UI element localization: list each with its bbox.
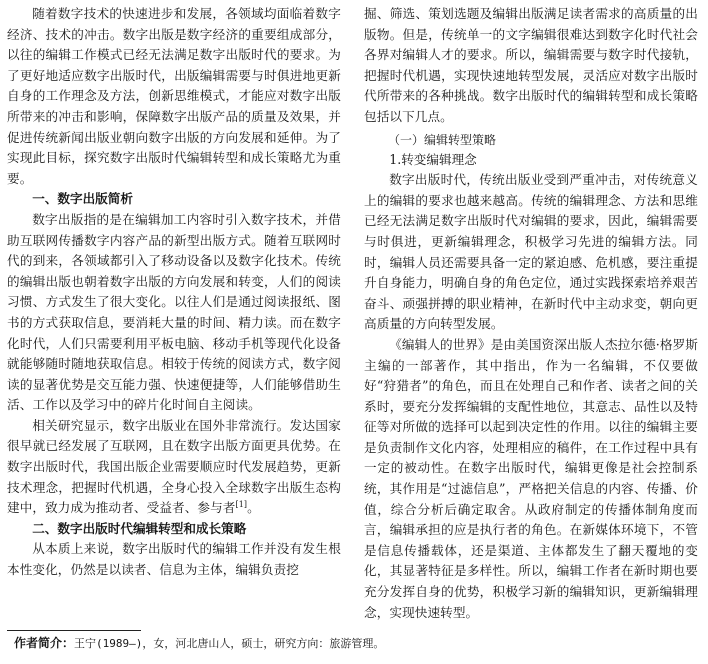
continued-paragraph: 掘、筛选、策划选题及编辑出版满足读者需求的高质量的出版物。但是，传统单一的文字编辑很难达到数字化时代社会各界对编辑人才的要求。所以，编辑需要与数字时代接轨，把握时代机遇，实现快速地转型发展，灵活应对数字出版时代所带来的各种挑战。数字出版时代的编辑转型和成长策略包括以下几点。 xyxy=(364,6,698,124)
footnote-divider xyxy=(7,630,141,631)
right-column xyxy=(364,4,698,623)
subsubsection-heading-concept: 1.转变编辑理念 xyxy=(389,151,477,167)
section1-paragraph-2-text: 相关研究显示，数字出版业在国外非常流行。发达国家很早就已经发展了互联网，且在数字出版方面更具优势。在数字出版时代，我国出版企业需要顺应时代发展趋势，更新技术理念，把握时代机遇，全身心投入全球数字出版生态构建中，致力成为推动者、受益者、参与者 xyxy=(7,417,341,516)
concept-paragraph-2: 《编辑人的世界》是由美国资深出版人杰拉尔德·格罗斯主编的一部著作，其中指出，作为一名编辑，不仅要做好“狩猎者”的角色，而且在处理自己和作者、读者之间的关系时，要充分发挥编辑的支配性地位，其意志、品性以及特征等对所做的选择可以起到决定性的作用。以往的编辑主要是负责制作文化内容，处理相应的稿件，在工作过程中具有一定的被动性。在数字出版时代，编辑更像是社会控制系统，其作用是“过滤信息”，严格把关信息的内容、传播、价值，综合分析后确定取舍。从政府制定的传播体制角度而言，编辑承担的应是执行者的角色。在新媒体环境下，不管是信息传播载体，还是渠道、主体都发生了翻天覆地的变化，其显著特征是多样性。所以，编辑工作者在新时期也要充分发挥自身的优势，积极学习新的编辑知识，更新编辑理念，实现快速转型。 xyxy=(364,336,698,620)
concept-paragraph-1: 数字出版时代，传统出版业受到严重冲击，对传统意义上的编辑的要求也越来越高。传统的编辑理念、方法和思维已经无法满足数字出版时代对编辑的要求，因此，编辑需要与时俱进，更新编辑理念，积极学习先进的编辑方法。同时，编辑人员还需要具备一定的紧迫感、危机感，要注重提升自身能力，明确自身的角色定位，通过实践探索培养艰苦奋斗、顽强拼搏的职业精神，在新时代中主动求变，朝向更高质量的方向转型发展。 xyxy=(364,172,698,332)
section1-paragraph-1: 数字出版指的是在编辑加工内容时引入数字技术，并借助互联网传播数字内容产品的新型出版方式。随着互联网时代的到来，各领域都引入了移动设备以及数字化技术。传统的编辑出版也朝着数字出版的方向发展和转变，人们的阅读习惯、方式发生了很大变化。以往人们是通过阅读报纸、图书的方式获取信息，要消耗大量的时间、精力读。而在数字化时代，人们只需要利用平板电脑、移动手机等现代化设备就能够随时随地获取信息。相较于传统的阅读方式，数字阅读的显著优势是交互能力强、快速便捷等，人们能够借助生活、工作以及学习中的碎片化时间自主阅读。 xyxy=(7,211,341,413)
section1-paragraph-2 xyxy=(7,416,341,519)
section-heading-editor-transformation: 二、数字出版时代编辑转型和成长策略 xyxy=(32,520,247,536)
author-footnote xyxy=(14,634,704,653)
subsection-heading-strategy: （一）编辑转型策略 xyxy=(388,132,497,147)
section2-paragraph-start: 从本质上来说，数字出版时代的编辑工作并没有发生根本性变化，仍然是以读者、信息为主体，编辑负责挖 xyxy=(7,541,341,578)
citation-marker[interactable]: [1] xyxy=(235,500,248,510)
intro-paragraph: 随着数字技术的快速进步和发展，各领域均面临着数字经济、技术的冲击。数字出版是数字经济的重要组成部分，以往的编辑工作模式已经无法满足数字出版时代的要求。为了更好地适应数字出版时代，出版编辑需要与时俱进地更新自身的工作理念及方法，创新思维模式，才能应对数字出版所带来的冲击和影响，保障数字出版产品的质量及效果，并促进传统新闻出版业朝向数字出版的方向发展和延伸。为了实现此目标，探究数字出版时代编辑转型和成长策略尤为重要。 xyxy=(7,6,341,186)
footnote-text: 王宁(1989—)，女，河北唐山人，硕士，研究方向：旅游管理。 xyxy=(74,637,385,650)
section-heading-digital-publishing: 一、数字出版简析 xyxy=(32,191,133,207)
section1-paragraph-2-end: 。 xyxy=(247,500,260,516)
footnote-label: 作者简介： xyxy=(14,636,75,650)
left-column xyxy=(7,4,341,581)
